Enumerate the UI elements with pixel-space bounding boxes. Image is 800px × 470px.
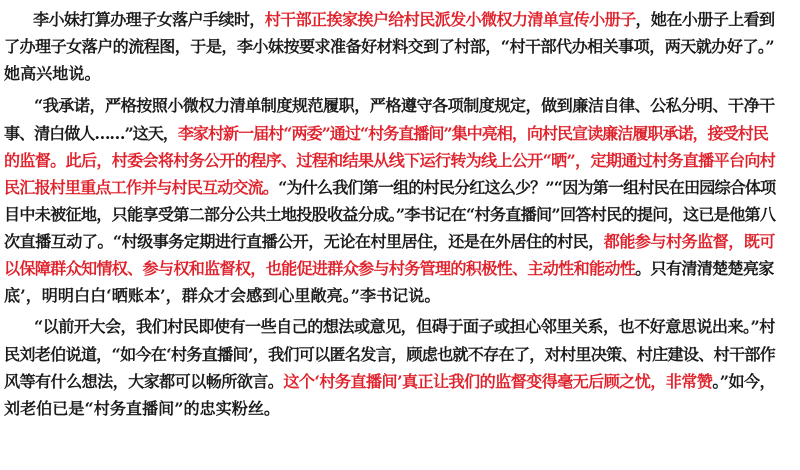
highlighted-text-run: 村干部正挨家挨户给村民派发小微权力清单宣传小册子	[264, 10, 636, 29]
text-run: 她高兴地说。	[4, 64, 101, 83]
text-run: 风等有什么想法，大家都可以畅所欲言。	[4, 372, 284, 391]
text-line	[4, 395, 280, 422]
text-run: “我承诺，严格按照小微权力清单制度规范履职，严格遵守各项制度规定，做到廉洁自律、公私分明、干净干	[34, 96, 775, 115]
text-line	[33, 6, 775, 33]
text-run: 李小妹打算办理子女落户手续时，	[33, 10, 265, 29]
text-line	[4, 255, 774, 282]
highlighted-text-run: 都能参与村务监督，既可	[603, 232, 775, 251]
text-line	[4, 368, 775, 395]
highlighted-text-run: 以保障群众知情权、参与权和监督权，也能促进群众参与村务管理的积极性、主动性和能动性	[4, 259, 636, 278]
text-run: “为什么我们第一组的村民分红这么少？”“因为第一组村民在田园综合体项	[278, 178, 776, 197]
text-run: 。只有清清楚楚亮家	[635, 259, 774, 278]
highlighted-text-run: 这个‘村务直播间’真正让我们的监督变得毫无后顾之忧，非常赞	[283, 372, 713, 391]
text-run: 民刘老伯说道，“如今在‘村务直播间’，我们可以匿名发言，顾虑也就不存在了，对村里决策、村庄建设、村干部作	[4, 345, 776, 364]
text-run: 事、清白做人……”这天，	[4, 124, 178, 143]
highlighted-text-run: 民汇报村里重点工作并与村民互动交流。	[4, 178, 279, 197]
highlighted-text-run: 的监督。此后，村委会将村务公开的程序、过程和结果从线下运行转为线上公开“晒”，定期通过村务直播平台向村	[4, 151, 776, 170]
text-line	[34, 92, 775, 119]
text-line	[34, 313, 775, 340]
text-run: 。”如今，	[712, 372, 776, 391]
text-line	[4, 33, 774, 60]
text-line	[4, 282, 440, 309]
text-line	[4, 341, 775, 368]
text-run: “以前开大会，我们村民即使有一些自己的想法或意见，但碍于面子或担心邻里关系，也不好意思说出来。”村	[34, 317, 775, 336]
text-line	[4, 174, 775, 201]
highlighted-text-run: 李家村新一届村“两委”通过“村务直播间”集中亮相，向村民宣读廉洁履职承诺，接受村民	[177, 124, 768, 143]
text-run: 底’，明明白白‘晒账本’，群众才会感到心里敞亮。”李书记说。	[4, 286, 441, 305]
text-run: ，她在小册子上看到	[635, 10, 775, 29]
text-line	[4, 60, 101, 87]
text-line	[4, 120, 768, 147]
text-run: 目中未被征地，只能享受第二部分公共土地投股收益分成。”李书记在“村务直播间”回答村民的提问，这已是他第八	[4, 205, 776, 224]
text-run: 刘老伯已是“村务直播间”的忠实粉丝。	[4, 399, 281, 418]
text-run: 了办理子女落户的流程图，于是，李小妹按要求准备好材料交到了村部，“村干部代办相关事项，两天就办好了。”	[4, 37, 775, 56]
text-line	[4, 228, 775, 255]
text-line	[4, 201, 775, 228]
text-run: 次直播互动了。“村级事务定期进行直播公开，无论在村里居住，还是在外居住的村民，	[4, 232, 604, 251]
text-line	[4, 147, 775, 174]
